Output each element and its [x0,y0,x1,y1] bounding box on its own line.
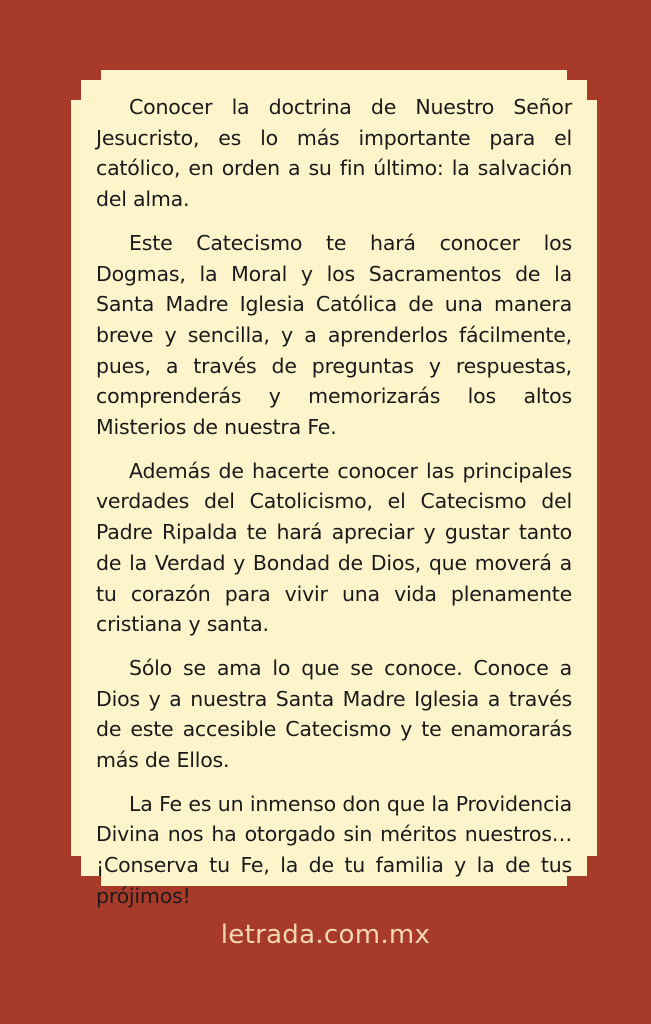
paragraph-5: La Fe es un inmenso don que la Providencia Divina nos ha otorgado sin méritos nuestros… ¡Conserva tu Fe, la de tu familia y la de tus prójimos! [96,791,572,908]
paragraph-3: Además de hacerte conocer las principales verdades del Catolicismo, el Catecismo del Padre Ripalda te hará apreciar y gustar tanto de la Verdad y Bondad de Dios, que moverá a tu corazón para vivir una vida plenamente cristiana y santa. [96,458,572,637]
paragraph-1: Conocer la doctrina de Nuestro Señor Jesucristo, es lo más importante para el católico, en orden a su fin último: la salvación del alma. [96,95,572,212]
body-text [96,92,572,912]
text-panel [71,70,597,908]
paragraph-2: Este Catecismo te hará conocer los Dogmas, la Moral y los Sacramentos de la Santa Madre Iglesia Católica de una manera breve y sencilla, y a aprenderlos fácilmente, pues, a través de preguntas y respuestas, comprenderás y memorizarás los altos Misterios de nuestra Fe. [96,230,572,440]
paragraph-4: Sólo se ama lo que se conoce. Conoce a Dios y a nuestra Santa Madre Iglesia a través de este accesible Catecismo y te enamorarás más de Ellos. [96,655,572,773]
website-url: letrada.com.mx [220,920,431,950]
